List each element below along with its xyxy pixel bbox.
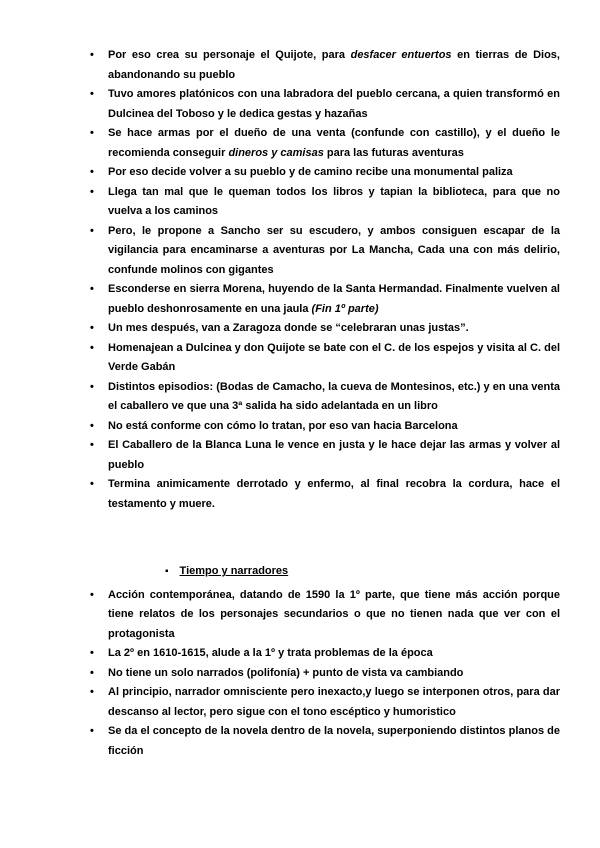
square-bullet-icon: ▪ — [165, 566, 169, 577]
bullet-icon: • — [90, 224, 94, 237]
list-item-text — [108, 725, 560, 757]
list-item — [90, 85, 560, 124]
list-item-text — [108, 647, 433, 659]
text-segment: No tiene un solo narrados (polifonía) + punto de vista va cambiando — [108, 666, 464, 679]
list-item — [90, 124, 560, 163]
bullet-icon: • — [90, 88, 94, 100]
text-segment: Llega tan mal que le queman todos los libros y tapian la biblioteca, para que no vuelva a los caminos — [108, 185, 560, 217]
bullet-list-plot — [90, 46, 560, 514]
text-segment: Al principio, narrador omnisciente pero inexacto,y luego se interponen otros, para dar descanso al lector, pero sigue con el tono escéptico y humoristico — [108, 686, 560, 718]
bullet-icon: • — [90, 380, 94, 393]
text-segment: Un mes después, van a Zaragoza donde se “celebraran unas justas”. — [108, 322, 469, 334]
list-item — [90, 46, 560, 85]
text-segment: Homenajean a Dulcinea y don Quijote se bate con el C. de los espejos y visita al C. del Verde Gabán — [108, 341, 560, 373]
list-item-text — [108, 342, 560, 374]
list-item — [90, 280, 560, 319]
list-item-text — [108, 589, 560, 640]
bullet-icon: • — [90, 341, 94, 354]
bullet-icon: • — [90, 686, 94, 698]
list-item-text — [108, 88, 560, 120]
list-item — [90, 163, 560, 183]
bullet-icon: • — [90, 725, 94, 737]
bullet-icon: • — [90, 647, 94, 659]
bullet-icon: • — [90, 127, 94, 139]
list-item — [90, 436, 560, 475]
list-item — [90, 475, 560, 514]
text-segment: El Caballero de la Blanca Luna le vence en justa y le hace dejar las armas y volver al pueblo — [108, 439, 560, 471]
list-item — [90, 586, 560, 645]
text-segment: Se hace armas por el dueño de una venta (confunde con castillo), y el dueño le recomienda conseguir — [108, 127, 560, 159]
list-item — [90, 644, 560, 664]
list-item-text — [108, 381, 560, 413]
text-segment: Distintos episodios: (Bodas de Camacho, la cueva de Montesinos, etc.) y en una venta el caballero ve que una 3ª salida ha sido adelantada en un libro — [108, 380, 560, 412]
text-segment: No está conforme con cómo lo tratan, por eso van hacia Barcelona — [108, 419, 458, 432]
list-item — [90, 319, 560, 339]
italic-text-segment: desfacer entuertos — [350, 49, 452, 61]
list-item — [90, 683, 560, 722]
text-segment: Se da el concepto de la novela dentro de la novela, superponiendo distintos planos de ficción — [108, 725, 560, 757]
bullet-icon: • — [90, 322, 94, 334]
list-item-text — [108, 49, 560, 81]
bullet-icon: • — [90, 49, 94, 61]
list-item — [90, 222, 560, 281]
bullet-list-time-narrators — [90, 586, 560, 762]
bullet-icon: • — [90, 478, 94, 490]
section-heading — [165, 562, 560, 582]
list-item-text — [108, 420, 458, 432]
list-item — [90, 339, 560, 378]
text-segment: Por eso crea su personaje el Quijote, para — [108, 49, 351, 61]
list-item — [90, 664, 560, 684]
text-segment: Tuvo amores platónicos con una labradora del pueblo cercana, a quien transformó en Dulcinea del Toboso y le dedica gestas y hazañas — [108, 88, 560, 120]
list-item-text — [108, 686, 560, 718]
text-segment: para las futuras aventuras — [323, 146, 464, 159]
text-segment: Esconderse en sierra Morena, huyendo de la Santa Hermandad. Finalmente vuelven al pueblo deshonrosamente en una jaula — [108, 283, 560, 315]
bullet-icon: • — [90, 439, 94, 451]
list-item-text — [108, 166, 513, 178]
italic-text-segment: dineros y camisas — [228, 146, 324, 159]
list-item-text — [108, 225, 560, 276]
bullet-icon: • — [90, 283, 94, 295]
list-item — [90, 417, 560, 437]
section-heading-text: Tiempo y narradores — [179, 565, 289, 577]
bullet-icon: • — [90, 666, 94, 679]
list-item-text — [108, 283, 560, 315]
list-item-text — [108, 439, 560, 471]
text-segment: Acción contemporánea, datando de 1590 la 1º parte, que tiene más acción porque tiene relatos de los personajes secundarios o que no tienen nada que ver con el protagonista — [108, 588, 560, 640]
bullet-icon: • — [90, 185, 94, 198]
text-segment: La 2º en 1610-1615, alude a la 1º y trata problemas de la época — [108, 647, 433, 659]
bullet-icon: • — [90, 166, 94, 178]
list-item-text — [108, 322, 469, 334]
list-item-text — [108, 127, 560, 159]
text-segment: Pero, le propone a Sancho ser su escudero, y ambos consiguen escapar de la vigilancia para encaminarse a aventuras por La Mancha, Cada una con más delirio, confunde molinos con gigantes — [108, 224, 560, 276]
bullet-icon: • — [90, 419, 94, 432]
list-item-text — [108, 667, 463, 679]
list-item-text — [108, 478, 560, 510]
text-segment: en tierras de Dios, abandonando su pueblo — [108, 49, 560, 81]
bullet-icon: • — [90, 588, 94, 601]
list-item — [90, 183, 560, 222]
list-item — [90, 378, 560, 417]
text-segment: Termina animicamente derrotado y enfermo, al final recobra la cordura, hace el testamento y muere. — [108, 478, 560, 510]
list-item — [90, 722, 560, 761]
list-item-text — [108, 186, 560, 218]
text-segment: Por eso decide volver a su pueblo y de camino recibe una monumental paliza — [108, 166, 513, 178]
italic-text-segment: (Fin 1º parte) — [311, 302, 379, 315]
